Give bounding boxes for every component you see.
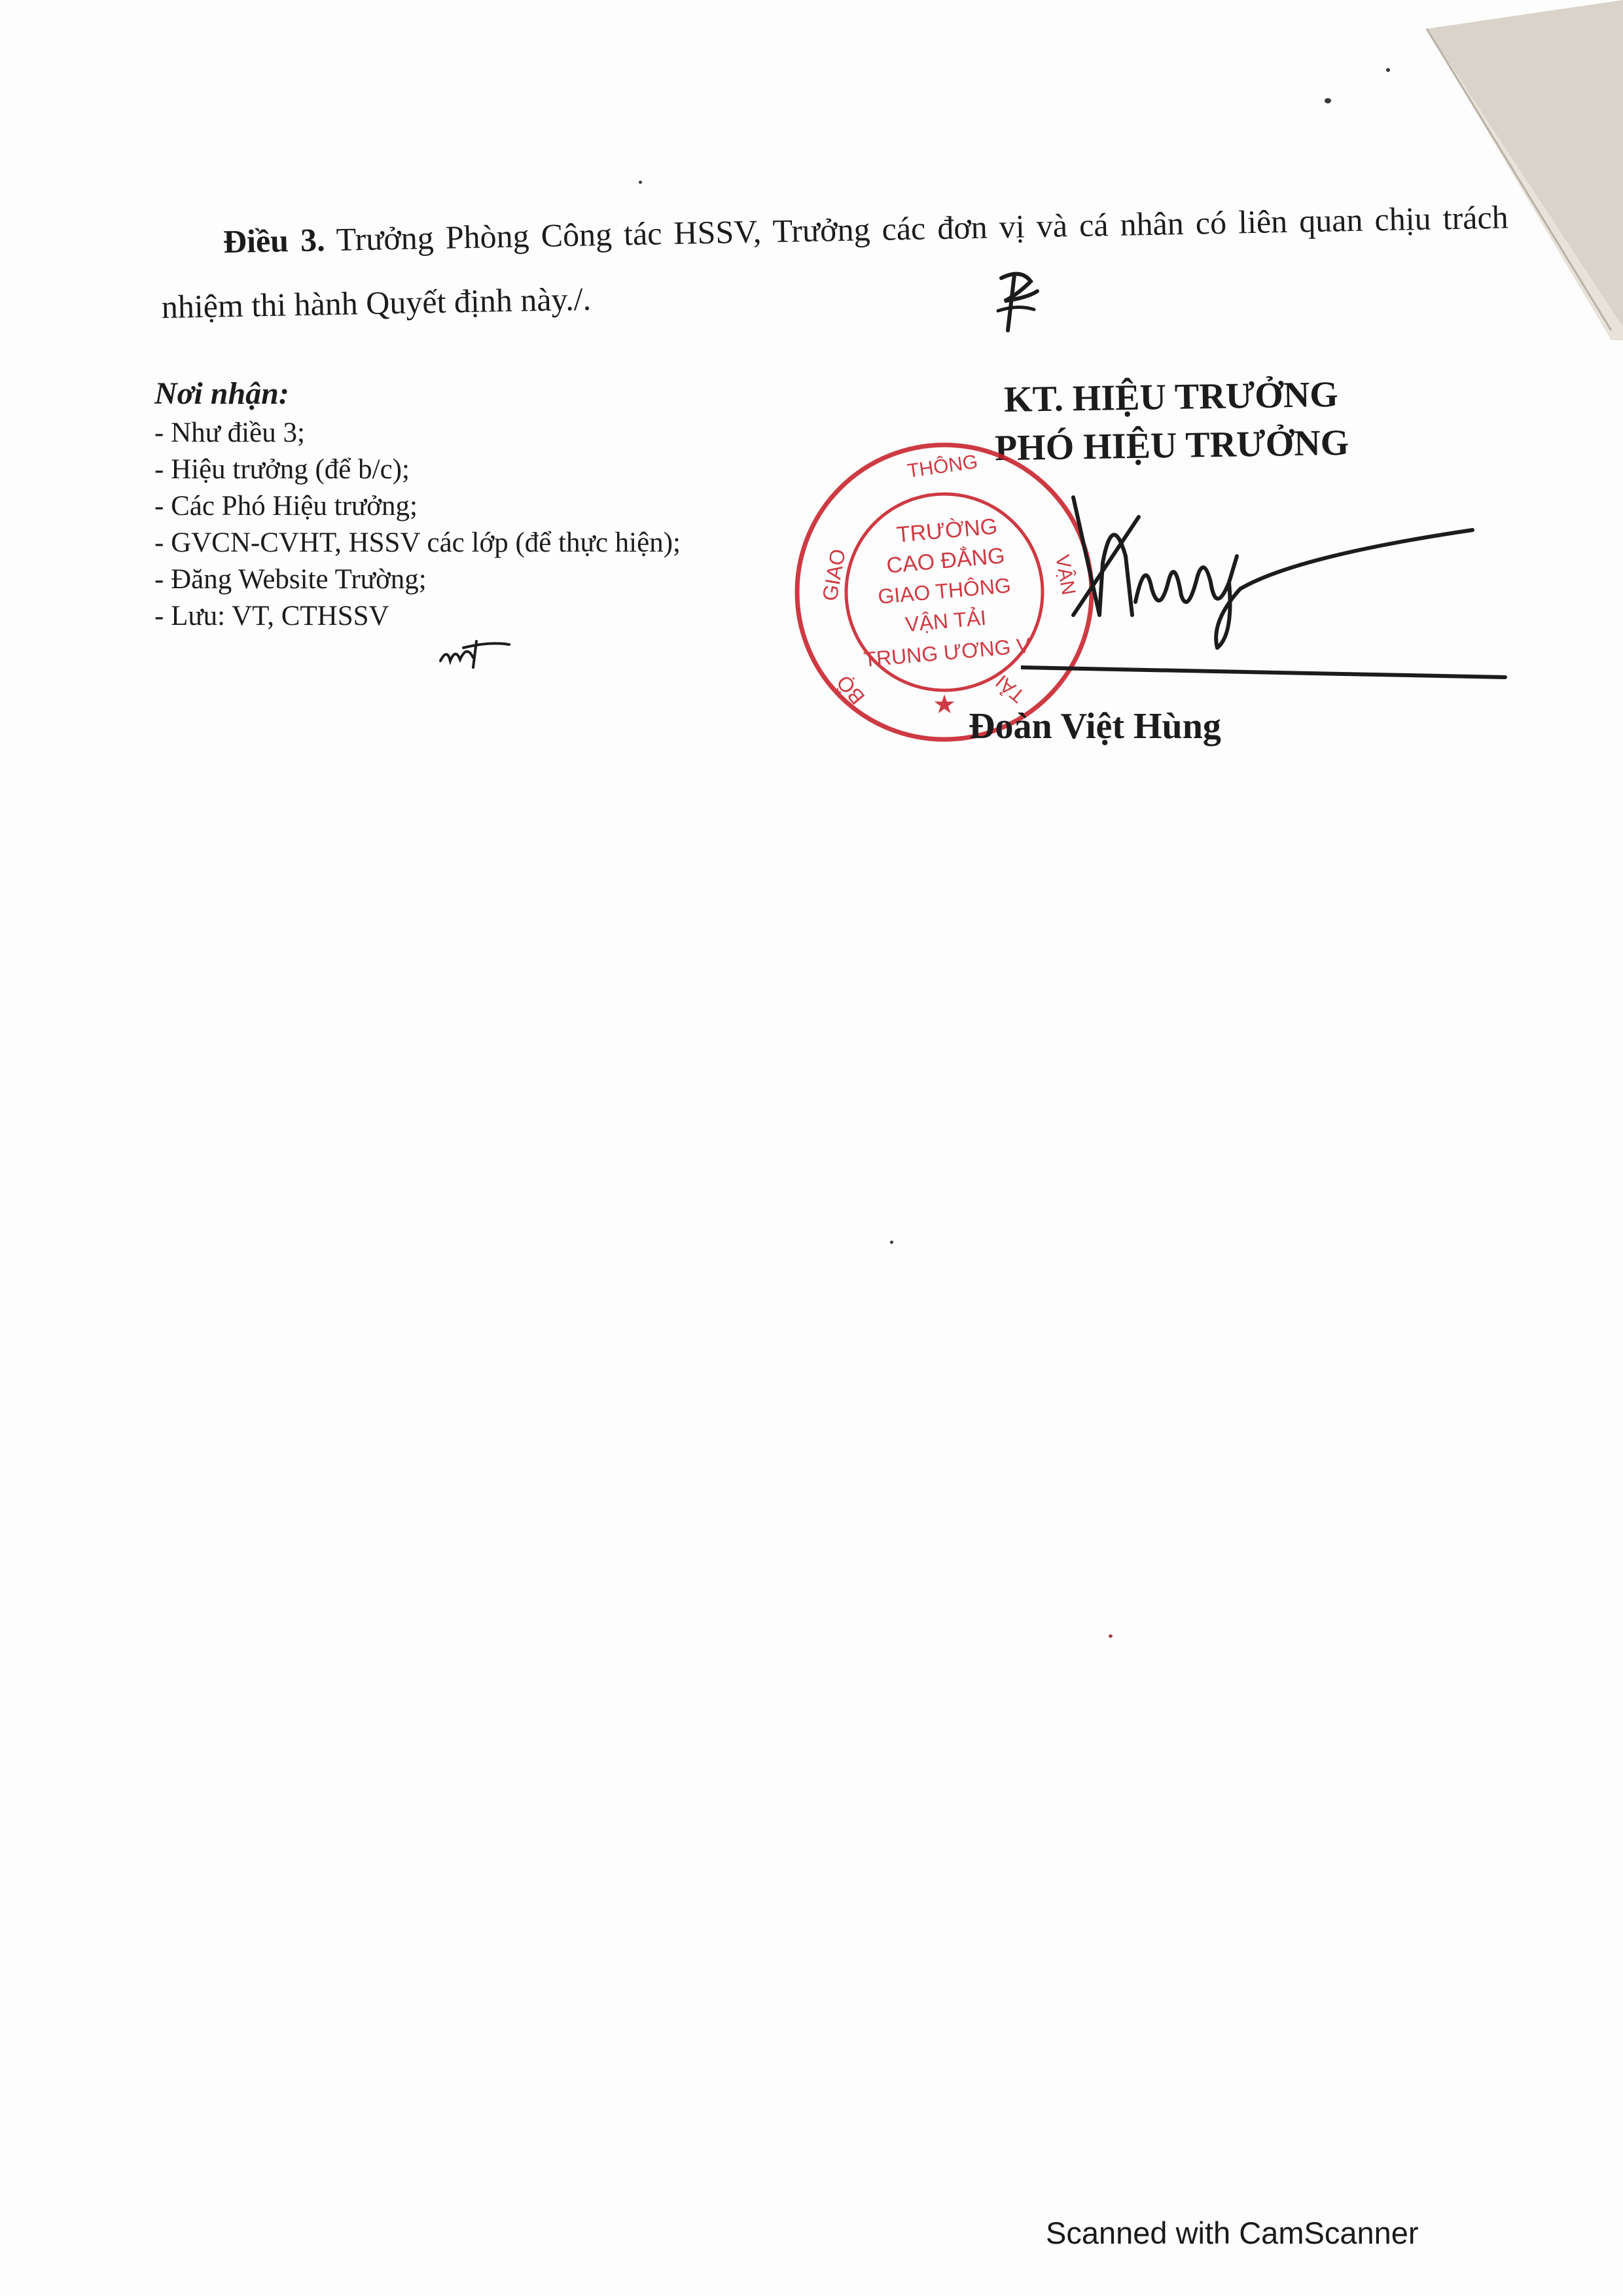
svg-text:★: ★: [933, 690, 956, 719]
recipient-item: - Các Phó Hiệu trưởng;: [154, 491, 418, 521]
signature-line1: KT. HIỆU TRƯỞNG: [1003, 374, 1339, 421]
article-label: Điều 3.: [223, 221, 326, 260]
handwritten-initials: [437, 628, 516, 674]
handwritten-signature: [1021, 484, 1518, 700]
svg-text:THÔNG: THÔNG: [906, 451, 980, 482]
stamp-text-line: GIAO THÔNG: [876, 573, 1012, 609]
recipients-title: Nơi nhận:: [154, 376, 289, 411]
recipient-item: - Đăng Website Trường;: [154, 564, 427, 595]
scanner-watermark: Scanned with CamScanner: [1046, 2216, 1419, 2250]
svg-text:VẬN: VẬN: [1051, 553, 1080, 597]
scan-speck: [639, 181, 642, 184]
scan-speck: [1325, 98, 1331, 103]
recipient-item: - Lưu: VT, CTHSSV: [154, 601, 389, 631]
signer-name: Đoàn Việt Hùng: [969, 706, 1221, 747]
article-paragraph: [160, 185, 1510, 339]
svg-text:TẢI: TẢI: [991, 670, 1029, 707]
svg-text:GIAO: GIAO: [817, 547, 850, 603]
scan-speck: [1386, 68, 1390, 72]
article-text: Trưởng Phòng Công tác HSSV, Trưởng các đơn vị và cá nhân có liên quan chịu trách nhiệm thi hành Quyết định này./.: [161, 198, 1509, 325]
recipient-item: - Như điều 3;: [154, 417, 305, 448]
stamp-text-line: CAO ĐẲNG: [885, 543, 1007, 578]
svg-text:BỘ: BỘ: [832, 671, 870, 709]
stamp-text-line: TRƯỜNG: [895, 514, 999, 548]
stamp-text-line: VẬN TẢI: [904, 605, 988, 637]
recipients-list: [154, 376, 730, 635]
recipient-item: - GVCN-CVHT, HSSV các lớp (để thực hiện);: [154, 527, 681, 558]
signature-line2: PHÓ HIỆU TRƯỞNG: [994, 422, 1349, 469]
scan-speck: [890, 1241, 893, 1244]
recipient-item: - Hiệu trưởng (để b/c);: [154, 454, 410, 485]
stamp-text-line: TRUNG ƯƠNG V: [863, 633, 1031, 672]
initial-mark: [982, 265, 1047, 337]
scan-speck: [1109, 1634, 1113, 1638]
